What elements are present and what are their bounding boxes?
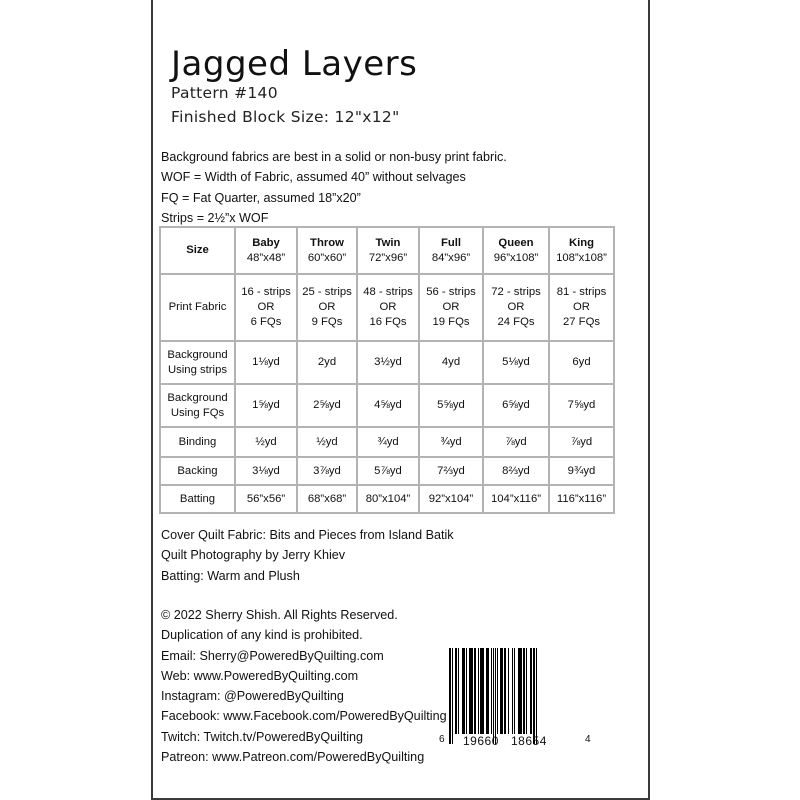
note-line: Background fabrics are best in a solid or non-busy print fabric. [161, 150, 507, 164]
barcode-right-digits: 18654 [511, 734, 547, 748]
contact-info [161, 605, 447, 767]
table-cell: 72 - strips OR 24 FQs [483, 274, 549, 341]
header-full: Full 84”x96” [419, 227, 483, 274]
row-label: Background Using strips [160, 341, 235, 384]
barcode-bars [449, 648, 569, 744]
web-line: Web: www.PoweredByQuilting.com [161, 668, 359, 683]
twitch-line: Twitch: Twitch.tv/PoweredByQuilting [161, 729, 364, 744]
table-cell: 1⅝yd [235, 384, 297, 427]
table-cell: 81 - strips OR 27 FQs [549, 274, 614, 341]
credits [161, 525, 454, 586]
pattern-number: Pattern #140 [171, 84, 278, 102]
barcode-check-digit: 4 [585, 734, 591, 745]
note-line: Strips = 2½”x WOF [161, 210, 269, 225]
pattern-back-cover [151, 0, 650, 800]
table-cell: 56 - strips OR 19 FQs [419, 274, 483, 341]
row-label: Backing [160, 457, 235, 485]
table-cell: ¾yd [357, 427, 419, 457]
credit-line: Quilt Photography by Jerry Khiev [161, 548, 346, 563]
table-header-row [160, 227, 614, 274]
header-twin: Twin 72”x96” [357, 227, 419, 274]
table-cell: 4yd [419, 341, 483, 384]
copyright: © 2022 Sherry Shish. All Rights Reserved. [161, 608, 398, 622]
note-line: FQ = Fat Quarter, assumed 18”x20” [161, 190, 361, 205]
row-label: Batting [160, 485, 235, 513]
table-cell: 5⅛yd [483, 341, 549, 384]
table-cell: 8⅔yd [483, 457, 549, 485]
table-row-batting [160, 485, 614, 513]
barcode-left-digits: 19660 [463, 734, 499, 748]
fabric-notes [161, 147, 507, 228]
table-cell: 16 - strips OR 6 FQs [235, 274, 297, 341]
table-cell: ½yd [297, 427, 357, 457]
table-cell: 6yd [549, 341, 614, 384]
header-queen: Queen 96”x108” [483, 227, 549, 274]
row-label: Binding [160, 427, 235, 457]
table-cell: 80”x104” [357, 485, 419, 513]
table-cell: 48 - strips OR 16 FQs [357, 274, 419, 341]
block-size: Finished Block Size: 12"x12" [171, 108, 400, 126]
table-cell: 3⅞yd [297, 457, 357, 485]
table-cell: 4⅝yd [357, 384, 419, 427]
row-label: Print Fabric [160, 274, 235, 341]
note-line: WOF = Width of Fabric, assumed 40” without selvages [161, 170, 466, 185]
pattern-title: Jagged Layers [171, 44, 418, 84]
table-cell: 9¾yd [549, 457, 614, 485]
table-cell: 6⅝yd [483, 384, 549, 427]
table-cell: 3½yd [357, 341, 419, 384]
table-row-background-fqs [160, 384, 614, 427]
table-cell: 3⅛yd [235, 457, 297, 485]
row-label: Background Using FQs [160, 384, 235, 427]
table-cell: 2yd [297, 341, 357, 384]
header-baby: Baby 48”x48” [235, 227, 297, 274]
table-cell: 56”x56” [235, 485, 297, 513]
barcode-first-digit: 6 [439, 734, 445, 745]
table-cell: ⅞yd [549, 427, 614, 457]
table-cell: 5⅝yd [419, 384, 483, 427]
credit-line: Cover Quilt Fabric: Bits and Pieces from Island Batik [161, 528, 454, 542]
table-cell: 68”x68” [297, 485, 357, 513]
table-cell: 7⅔yd [419, 457, 483, 485]
table-cell: 116”x116” [549, 485, 614, 513]
facebook-line: Facebook: www.Facebook.com/PoweredByQuilting [161, 709, 447, 724]
table-cell: 2⅝yd [297, 384, 357, 427]
table-cell: 25 - strips OR 9 FQs [297, 274, 357, 341]
duplication-notice: Duplication of any kind is prohibited. [161, 628, 363, 643]
table-cell: ½yd [235, 427, 297, 457]
instagram-line: Instagram: @PoweredByQuilting [161, 689, 344, 704]
table-cell: 104”x116” [483, 485, 549, 513]
table-cell: 5⅞yd [357, 457, 419, 485]
header-throw: Throw 60”x60” [297, 227, 357, 274]
credit-line: Batting: Warm and Plush [161, 568, 300, 583]
table-cell: 1⅛yd [235, 341, 297, 384]
email-line: Email: Sherry@PoweredByQuilting.com [161, 648, 384, 663]
fabric-requirements-table [159, 226, 615, 514]
table-cell: ⅞yd [483, 427, 549, 457]
table-cell: 7⅝yd [549, 384, 614, 427]
header-size: Size [160, 227, 235, 274]
header-king: King 108”x108” [549, 227, 614, 274]
table-cell: ¾yd [419, 427, 483, 457]
table-row-print-fabric [160, 274, 614, 341]
table-row-background-strips [160, 341, 614, 384]
table-row-binding [160, 427, 614, 457]
patreon-line: Patreon: www.Patreon.com/PoweredByQuilting [161, 750, 425, 765]
upc-barcode [439, 648, 607, 758]
table-cell: 92”x104” [419, 485, 483, 513]
table-row-backing [160, 457, 614, 485]
